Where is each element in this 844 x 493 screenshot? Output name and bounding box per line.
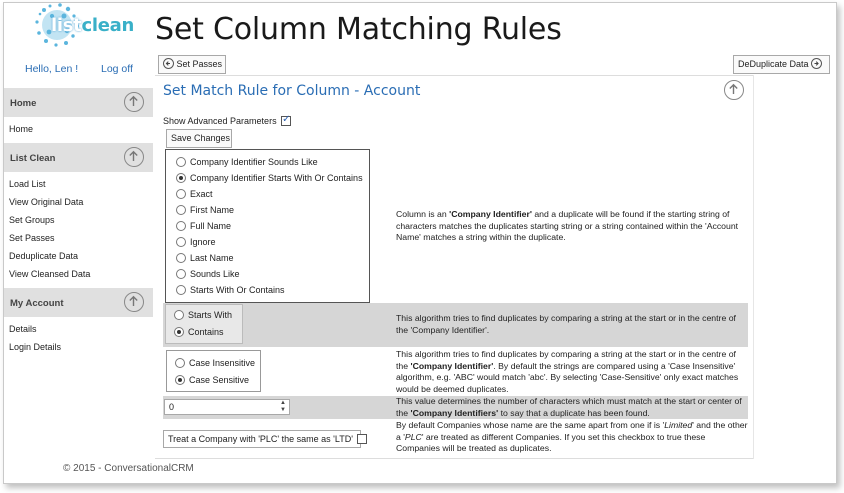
position-option[interactable] <box>174 310 232 320</box>
sidebar-section-home[interactable] <box>4 88 153 117</box>
option-label: Sounds Like <box>190 269 240 279</box>
content-top-divider <box>155 75 753 76</box>
sidebar-section-title: My Account <box>10 298 64 309</box>
position-radio-group <box>165 304 243 344</box>
option-label: Company Identifier Sounds Like <box>190 157 318 167</box>
set-passes-button[interactable] <box>158 55 226 74</box>
case-option[interactable] <box>175 375 249 385</box>
section-title: Set Match Rule for Column - Account <box>163 83 421 99</box>
forward-arrow-icon <box>811 58 822 69</box>
desc-bold: 'Company Identifier' <box>410 360 494 371</box>
deduplicate-data-button[interactable] <box>733 55 830 74</box>
desc-italic: PLC <box>404 431 422 442</box>
stepper-value: 0 <box>169 402 175 412</box>
radio-button[interactable] <box>176 221 186 231</box>
position-option[interactable] <box>174 327 224 337</box>
sidebar-item-view-original-data[interactable]: View Original Data <box>9 197 84 207</box>
case-option[interactable] <box>175 358 255 368</box>
desc-text: . By default the strings are compared using a 'Case Insensitive' algorithm, e.g. 'ABC' would match 'abc'. By selecting 'Case-Sensitive' only exact matches would be deemed duplicates. <box>396 360 739 394</box>
radio-button[interactable] <box>176 157 186 167</box>
collapse-up-icon[interactable] <box>724 80 744 100</box>
option-label: Case Sensitive <box>189 375 250 385</box>
set-passes-label: Set Passes <box>176 59 223 69</box>
radio-button[interactable] <box>176 253 186 263</box>
desc-text: By default Companies whose name are the same apart from one if is ' <box>396 420 665 430</box>
logo-text-part2: clean <box>81 15 134 36</box>
save-changes-button[interactable]: Save Changes <box>166 129 232 148</box>
stepper-arrows-icon[interactable]: ▲ ▼ <box>280 400 286 413</box>
option-label: Starts With Or Contains <box>190 285 285 295</box>
radio-button[interactable] <box>176 285 186 295</box>
sidebar-section-my-account[interactable] <box>4 288 153 317</box>
match-rule-option[interactable] <box>176 221 231 231</box>
rule-description <box>396 209 748 244</box>
match-rule-option[interactable] <box>176 205 234 215</box>
radio-button[interactable] <box>175 375 185 385</box>
logo-text <box>51 15 134 36</box>
option-label: Exact <box>190 189 213 199</box>
match-chars-stepper[interactable] <box>164 399 290 415</box>
match-rule-option[interactable] <box>176 189 213 199</box>
option-label: Ignore <box>190 237 216 247</box>
desc-text: ' are treated as different Companies. If you set this checkbox to true these Companies will be treated as duplicates. <box>396 431 706 453</box>
case-description <box>396 349 748 395</box>
page-title: Set Column Matching Rules <box>155 12 562 47</box>
match-rule-option[interactable] <box>176 157 318 167</box>
plc-label: Treat a Company with 'PLC' the same as 'LTD' <box>168 434 353 444</box>
show-advanced-label: Show Advanced Parameters <box>163 116 277 126</box>
plc-ltd-checkbox[interactable] <box>357 434 367 444</box>
radio-button[interactable] <box>174 327 184 337</box>
case-radio-group <box>166 350 261 392</box>
sidebar-item-login-details[interactable]: Login Details <box>9 342 62 352</box>
desc-text: This value determines the number of characters which must match at the start or center of the <box>396 396 742 418</box>
sidebar-item-home[interactable]: Home <box>9 124 34 134</box>
sidebar-item-deduplicate-data[interactable]: Deduplicate Data <box>9 251 79 261</box>
option-label: Case Insensitive <box>189 358 256 368</box>
match-rule-option[interactable] <box>176 253 234 263</box>
sidebar-item-view-cleansed-data[interactable]: View Cleansed Data <box>9 269 91 279</box>
show-advanced-row <box>163 116 291 126</box>
back-arrow-icon <box>163 58 174 69</box>
footer-copyright: © 2015 - ConversationalCRM <box>63 463 194 474</box>
match-rule-option[interactable] <box>176 173 363 183</box>
collapse-up-icon[interactable] <box>124 147 144 167</box>
match-rule-option[interactable] <box>176 285 285 295</box>
plc-description <box>396 420 748 455</box>
desc-italic: Limited <box>664 420 693 430</box>
logo[interactable] <box>28 2 132 52</box>
plc-ltd-option[interactable] <box>163 430 361 448</box>
radio-button[interactable] <box>176 205 186 215</box>
content-bottom-divider <box>155 458 753 459</box>
position-description: This algorithm tries to find duplicates by comparing a string at the start or in the centre of the 'Company Identifier'. <box>396 313 736 335</box>
desc-bold: 'Company Identifiers' <box>410 407 499 418</box>
sidebar-item-set-groups[interactable]: Set Groups <box>9 215 55 225</box>
match-rule-option[interactable] <box>176 269 240 279</box>
radio-button[interactable] <box>176 189 186 199</box>
content-right-divider <box>753 75 754 459</box>
desc-text: Column is an <box>396 209 450 219</box>
desc-text: to say that a duplicate has been found. <box>498 407 650 418</box>
sidebar-section-title: List Clean <box>10 153 56 164</box>
option-label: First Name <box>190 205 235 215</box>
match-rule-option[interactable] <box>176 237 216 247</box>
sidebar-item-details[interactable]: Details <box>9 324 37 334</box>
sidebar-item-set-passes[interactable]: Set Passes <box>9 233 55 243</box>
option-label: Starts With <box>188 310 233 320</box>
option-label: Company Identifier Starts With Or Contains <box>190 173 363 183</box>
chars-description <box>396 396 748 419</box>
user-greeting-link[interactable]: Hello, Len ! <box>25 63 79 75</box>
log-off-link[interactable]: Log off <box>101 63 133 75</box>
option-label: Last Name <box>190 253 234 263</box>
sidebar-item-load-list[interactable]: Load List <box>9 179 46 189</box>
radio-button[interactable] <box>174 310 184 320</box>
match-rule-radio-group <box>165 149 370 303</box>
option-label: Contains <box>188 327 224 337</box>
desc-text: ' and the other a ' <box>396 420 748 442</box>
deduplicate-data-label: DeDuplicate Data <box>738 59 809 69</box>
desc-text: and a duplicate will be found if the starting string of characters matches the duplicates starting string or a string contained within the 'Account Name' matches a string within the duplicate. <box>396 209 739 242</box>
radio-button[interactable] <box>176 237 186 247</box>
sidebar-section-title: Home <box>10 98 37 109</box>
desc-text: This algorithm tries to find duplicates by comparing a string at the start or in the centre of the <box>396 349 736 371</box>
collapse-up-icon[interactable] <box>124 92 144 112</box>
logo-text-part1: list <box>51 15 82 36</box>
desc-bold: 'Company Identifier' <box>449 209 532 219</box>
sidebar-section-list-clean[interactable] <box>4 143 153 172</box>
option-label: Full Name <box>190 221 232 231</box>
radio-button[interactable] <box>176 173 186 183</box>
radio-button[interactable] <box>176 269 186 279</box>
collapse-up-icon[interactable] <box>124 292 144 312</box>
radio-button[interactable] <box>175 358 185 368</box>
show-advanced-checkbox[interactable] <box>281 116 291 126</box>
